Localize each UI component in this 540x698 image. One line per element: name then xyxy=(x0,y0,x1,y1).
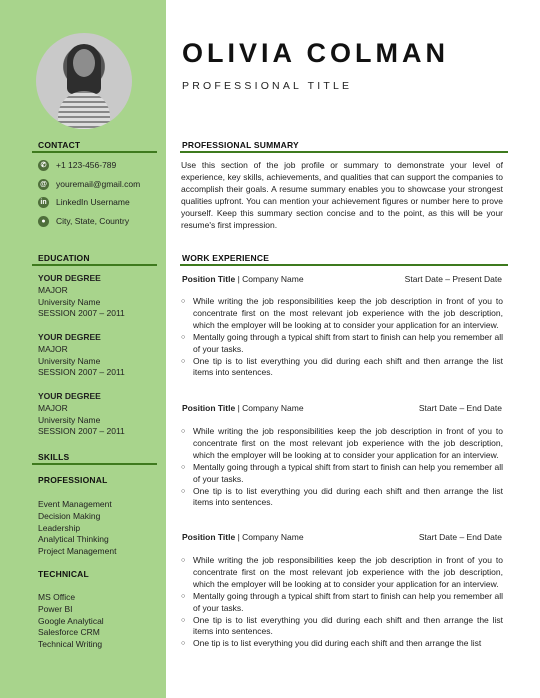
bullet-item: ○ Mentally going through a typical shift from start to finish can help you remember all of your tasks. xyxy=(181,591,503,615)
phone-text: +1 123-456-789 xyxy=(56,160,117,170)
session: SESSION 2007 – 2011 xyxy=(38,308,125,319)
school: University Name xyxy=(38,355,101,366)
experience-heading: WORK EXPERIENCE xyxy=(182,253,270,263)
skill-item: MS Office xyxy=(38,592,76,602)
professional-title: PROFESSIONAL TITLE xyxy=(182,80,353,92)
job-bullets xyxy=(181,296,503,379)
candidate-name: OLIVIA COLMAN xyxy=(182,38,449,68)
skill-item: Event Management xyxy=(38,499,112,509)
job-dates: Start Date – End Date xyxy=(418,403,502,413)
professional-skills-list xyxy=(38,499,163,558)
job-bullets xyxy=(181,426,503,509)
job-header xyxy=(182,403,502,413)
separator: | xyxy=(235,532,243,542)
major: MAJOR xyxy=(38,343,68,354)
job-dates: Start Date – Present Date xyxy=(404,274,502,284)
summary-text: Use this section of the job profile or summary to demonstrate your level of experience, key skills, achievements, and qualities that can support the companies to accomplish their goals. A resume summary enables you to showcase your strongest qualities upfront. You can mention your achievement figures or number here to prove yourself. Keep this summary section concise and to the point, as this will be your resume's first impression. xyxy=(181,160,503,230)
company-name: Company Name xyxy=(242,274,304,284)
bullet-item: ○ Mentally going through a typical shift from start to finish can help you remember all of your tasks. xyxy=(181,332,503,356)
school: University Name xyxy=(38,414,101,425)
major: MAJOR xyxy=(38,284,68,295)
bullet-item: ○ One tip is to list everything you did during each shift and then arrange the list items into sentences. xyxy=(181,615,503,639)
skill-item: Google Analytical xyxy=(38,615,104,626)
contact-divider xyxy=(32,151,157,153)
experience-divider xyxy=(180,264,508,266)
position-title: Position Title xyxy=(182,532,236,542)
company-name: Company Name xyxy=(242,403,304,413)
job-bullets xyxy=(181,555,503,650)
position-title: Position Title xyxy=(182,274,236,284)
bullet-item: ○ One tip is to list everything you did during each shift and then arrange the list xyxy=(181,638,503,650)
job-dates: Start Date – End Date xyxy=(418,532,502,542)
skill-item: Technical Writing xyxy=(38,639,103,650)
education-entry xyxy=(38,391,163,438)
job-header xyxy=(182,274,502,284)
location-icon: ● xyxy=(38,216,49,227)
linkedin-icon: in xyxy=(38,197,49,208)
separator: | xyxy=(235,403,243,413)
contact-phone[interactable] xyxy=(38,158,116,172)
email-icon: @ xyxy=(38,179,49,190)
skill-item: Decision Making xyxy=(38,510,101,521)
professional-skills-heading: PROFESSIONAL xyxy=(38,475,108,485)
technical-skills-heading: TECHNICAL xyxy=(38,569,89,579)
bullet-item: ○ While writing the job responsibilities keep the job description in front of you to concentrate first on the most relevant job experience with the job description, which the employer will be looking at to consider your application for an interview. xyxy=(181,296,503,332)
education-heading: EDUCATION xyxy=(38,253,90,263)
skills-heading: SKILLS xyxy=(38,452,70,462)
session: SESSION 2007 – 2011 xyxy=(38,426,125,437)
skills-divider xyxy=(32,463,157,465)
position-title: Position Title xyxy=(182,403,236,413)
bullet-item: ○ One tip is to list everything you did during each shift and then arrange the list items into sentences. xyxy=(181,356,503,380)
education-divider xyxy=(32,264,157,266)
contact-location xyxy=(38,214,129,228)
major: MAJOR xyxy=(38,402,68,413)
degree: YOUR DEGREE xyxy=(38,391,101,401)
bullet-item: ○ Mentally going through a typical shift from start to finish can help you remember all of your tasks. xyxy=(181,462,503,486)
degree: YOUR DEGREE xyxy=(38,273,101,283)
school: University Name xyxy=(38,296,101,307)
bullet-item: ○ While writing the job responsibilities keep the job description in front of you to concentrate first on the most relevant job experience with the job description, which the employer will be looking at to consider your application for an interview. xyxy=(181,555,503,591)
session: SESSION 2007 – 2011 xyxy=(38,367,125,378)
email-text: youremail@gmail.com xyxy=(56,179,141,189)
skill-item: Analytical Thinking xyxy=(38,534,109,545)
summary-heading: PROFESSIONAL SUMMARY xyxy=(182,140,299,150)
summary-divider xyxy=(180,151,508,153)
technical-skills-list xyxy=(38,592,163,651)
contact-linkedin[interactable] xyxy=(38,195,130,209)
location-text: City, State, Country xyxy=(56,216,130,226)
bullet-item: ○ While writing the job responsibilities keep the job description in front of you to concentrate first on the most relevant job experience with the job description, which the employer will be looking at to consider your application for an interview. xyxy=(181,426,503,462)
contact-heading: CONTACT xyxy=(38,140,81,150)
linkedin-text: LinkedIn Username xyxy=(56,197,130,207)
education-entry xyxy=(38,332,163,379)
skill-item: Leadership xyxy=(38,522,81,533)
separator: | xyxy=(235,274,243,284)
contact-email[interactable] xyxy=(38,177,140,191)
skill-item: Project Management xyxy=(38,546,117,557)
job-header xyxy=(182,532,502,542)
skill-item: Salesforce CRM xyxy=(38,627,100,638)
company-name: Company Name xyxy=(242,532,304,542)
profile-photo xyxy=(36,33,132,129)
education-entry xyxy=(38,273,163,320)
bullet-item: ○ One tip is to list everything you did during each shift and then arrange the list items into sentences. xyxy=(181,486,503,510)
skill-item: Power BI xyxy=(38,603,73,614)
degree: YOUR DEGREE xyxy=(38,332,101,342)
phone-icon: ✆ xyxy=(38,160,49,171)
